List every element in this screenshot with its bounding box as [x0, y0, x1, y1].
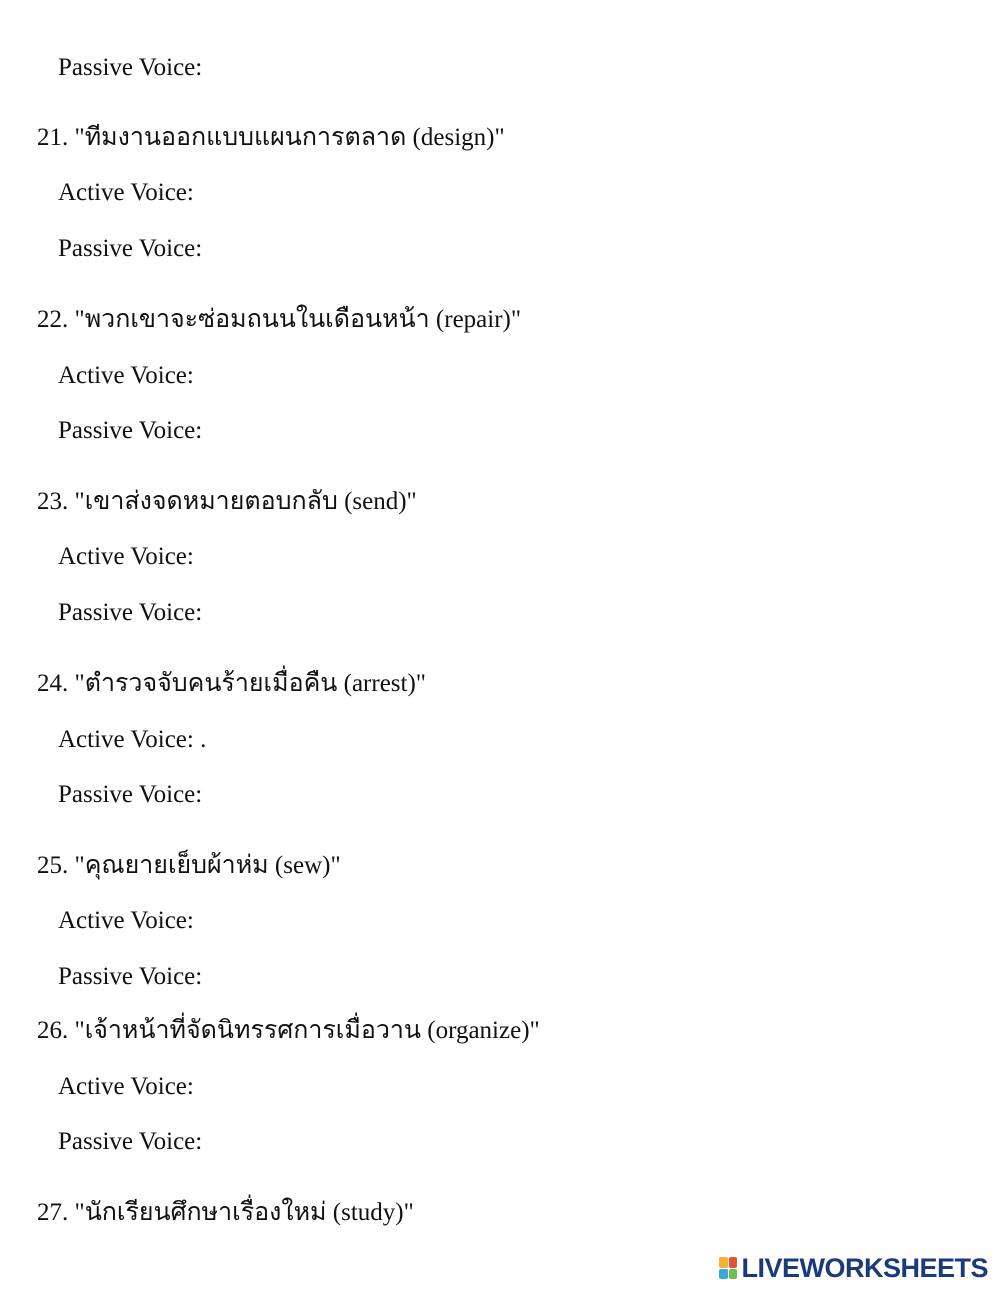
question-27: 27. "นักเรียนศึกษาเรื่องใหม่ (study)" — [37, 1199, 414, 1226]
question-23: 23. "เขาส่งจดหมายตอบกลับ (send)" — [37, 488, 417, 515]
active-voice-label-24: Active Voice: . — [58, 726, 207, 753]
question-24: 24. "ตำรวจจับคนร้ายเมื่อคืน (arrest)" — [37, 670, 427, 697]
active-voice-label-22: Active Voice: — [58, 362, 194, 389]
passive-voice-label-23: Passive Voice: — [58, 599, 203, 626]
question-25: 25. "คุณยายเย็บผ้าห่ม (sew)" — [37, 852, 341, 879]
logo-mark-tile-2 — [729, 1257, 738, 1268]
liveworksheets-logo — [719, 1254, 988, 1282]
logo-mark-tile-4 — [729, 1269, 738, 1280]
liveworksheets-logo-text: LIVEWORKSHEETS — [741, 1253, 988, 1283]
passive-voice-label-20: Passive Voice: — [58, 54, 203, 81]
question-26: 26. "เจ้าหน้าที่จัดนิทรรศการเมื่อวาน (organize)" — [37, 1017, 540, 1044]
passive-voice-label-21: Passive Voice: — [58, 235, 203, 262]
passive-voice-label-26: Passive Voice: — [58, 1128, 203, 1155]
passive-voice-label-25: Passive Voice: — [58, 963, 203, 990]
logo-mark-tile-1 — [719, 1257, 728, 1268]
active-voice-label-26: Active Voice: — [58, 1073, 194, 1100]
question-21: 21. "ทีมงานออกแบบแผนการตลาด (design)" — [37, 124, 505, 151]
liveworksheets-logo-icon — [719, 1257, 737, 1279]
logo-mark-tile-3 — [719, 1269, 728, 1280]
question-22: 22. "พวกเขาจะซ่อมถนนในเดือนหน้า (repair)" — [37, 306, 522, 333]
active-voice-label-25: Active Voice: — [58, 907, 194, 934]
passive-voice-label-24: Passive Voice: — [58, 781, 203, 808]
passive-voice-label-22: Passive Voice: — [58, 417, 203, 444]
active-voice-label-23: Active Voice: — [58, 543, 194, 570]
active-voice-label-21: Active Voice: — [58, 179, 194, 206]
